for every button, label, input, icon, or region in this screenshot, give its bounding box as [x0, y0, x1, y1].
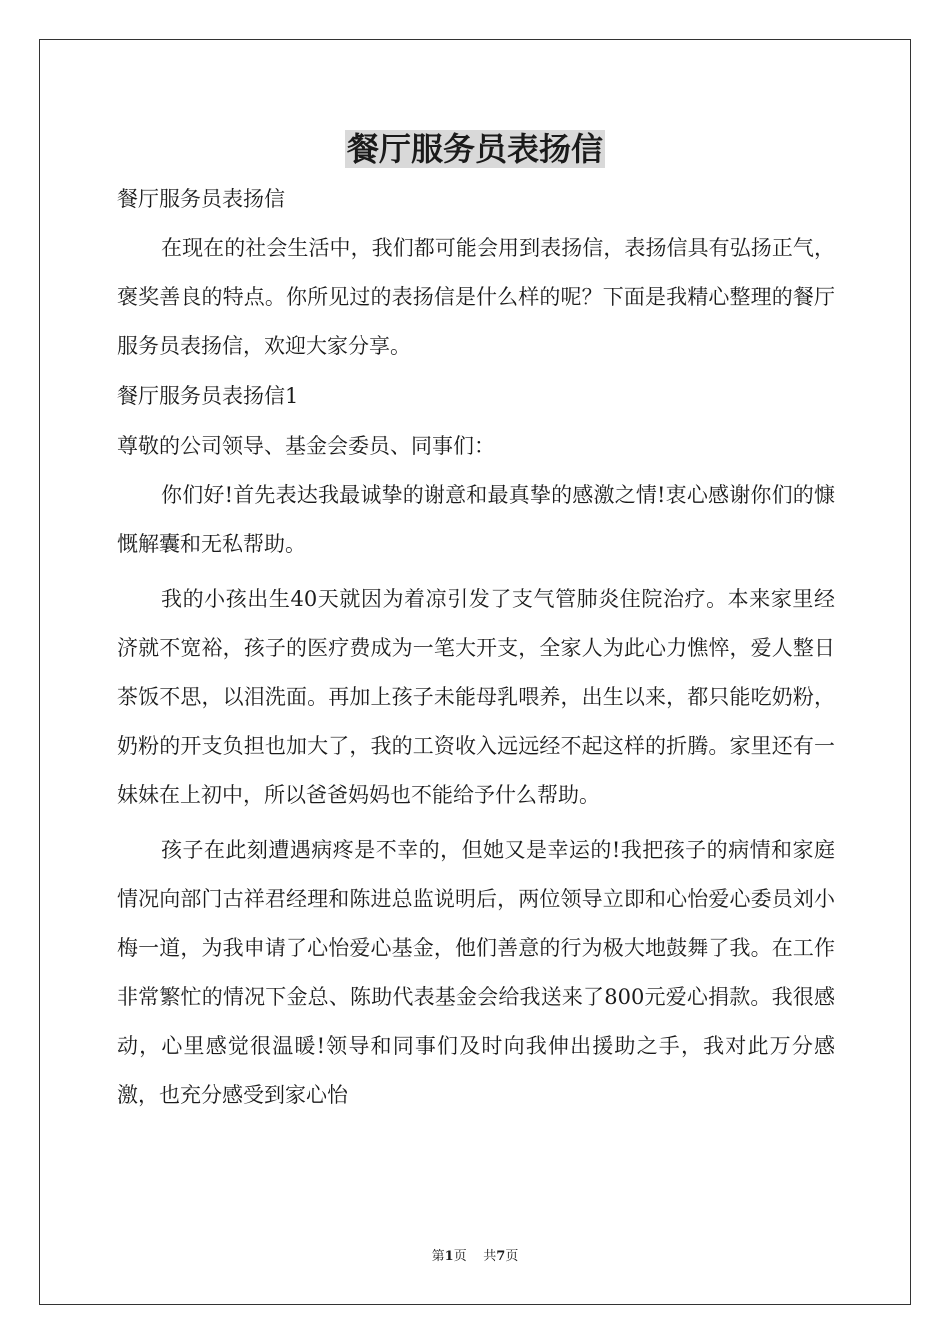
page-suffix: 页 — [453, 1249, 467, 1264]
body-paragraph: 孩子在此刻遭遇病疼是不幸的，但她又是幸运的!我把孩子的病情和家庭情况向部门古祥君经理和陈进总监说明后，两位领导立即和心怡爱心委员刘小梅一道，为我申请了心怡爱心基金，他们善意的行为极大地鼓舞了我。在工作非常繁忙的情况下金总、陈助代表基金会给我送来了800元爱心捐款。我很感动，心里感觉很温暖!领导和同事们及时向我伸出援助之手，我对此万分感激，也充分感受到家心怡 — [117, 838, 835, 1107]
page-prefix: 第 — [431, 1249, 445, 1264]
total-prefix: 共 — [483, 1249, 497, 1264]
total-suffix: 页 — [505, 1249, 519, 1264]
document-subtitle: 餐厅服务员表扬信 — [117, 187, 285, 211]
page-total: 7 — [496, 1249, 506, 1264]
page-current: 1 — [444, 1249, 454, 1264]
section-heading: 餐厅服务员表扬信1 — [117, 384, 299, 408]
document-title — [0, 127, 950, 171]
salutation: 尊敬的公司领导、基金会委员、同事们： — [117, 434, 495, 458]
document-body — [117, 180, 835, 1120]
document-title-text: 餐厅服务员表扬信 — [346, 130, 603, 168]
intro-paragraph: 在现在的社会生活中，我们都可能会用到表扬信，表扬信具有弘扬正气，褒奖善良的特点。你所见过的表扬信是什么样的呢？下面是我精心整理的餐厅服务员表扬信，欢迎大家分享。 — [117, 236, 835, 358]
page-footer — [0, 1247, 950, 1267]
body-paragraph: 我的小孩出生40天就因为着凉引发了支气管肺炎住院治疗。本来家里经济就不宽裕，孩子的医疗费成为一笔大开支，全家人为此心力憔悴，爱人整日茶饭不思，以泪洗面。再加上孩子未能母乳喂养，出生以来，都只能吃奶粉，奶粉的开支负担也加大了，我的工资收入远远经不起这样的折腾。家里还有一妹妹在上初中，所以爸爸妈妈也不能给予什么帮助。 — [117, 587, 835, 807]
body-paragraph: 你们好!首先表达我最诚挚的谢意和最真挚的感激之情!衷心感谢你们的慷慨解囊和无私帮助。 — [117, 483, 835, 556]
